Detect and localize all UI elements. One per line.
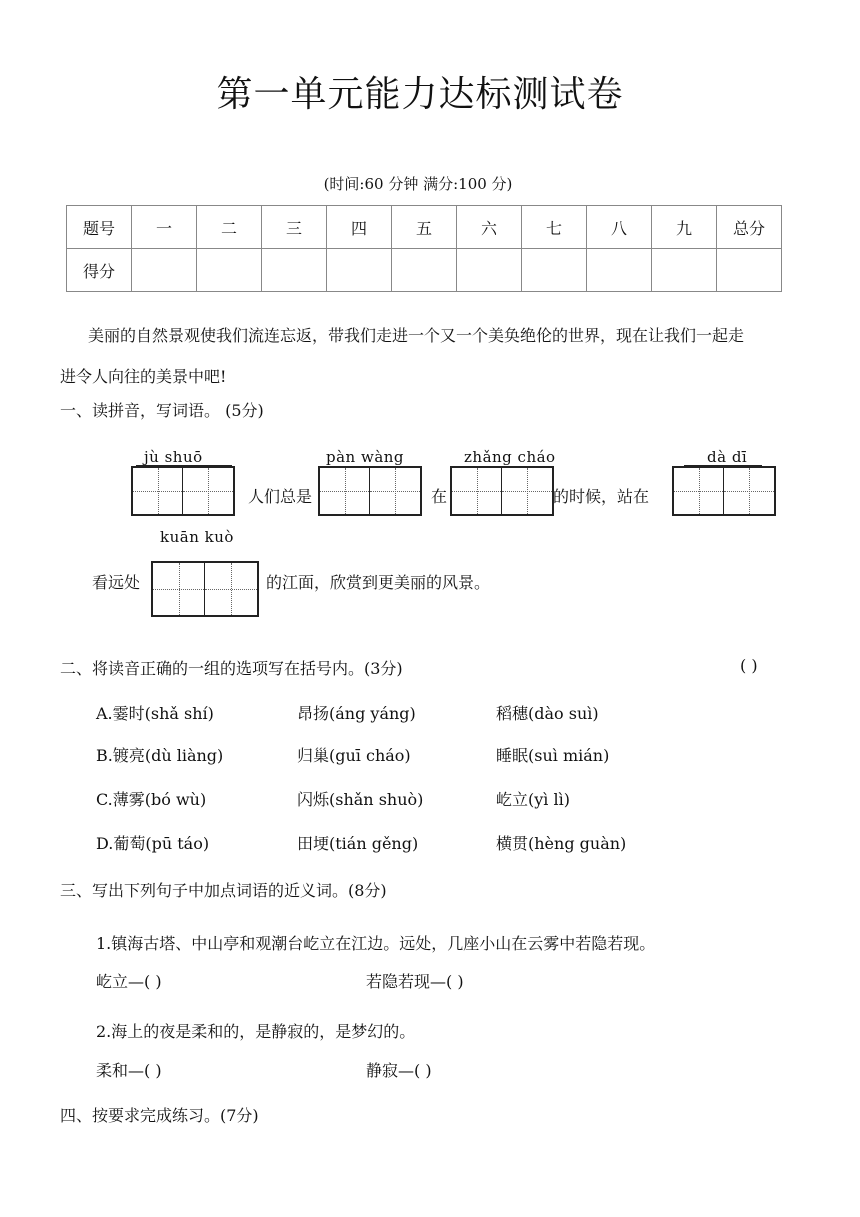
header-cell: 五 (392, 206, 457, 249)
q2-option-a-3: 稻穗(dào suì) (496, 704, 599, 723)
q2-option-b-2: 归巢(guī cháo) (297, 746, 411, 765)
intro-line-2: 进令人向往的美景中吧! (60, 367, 227, 386)
q3-heading: 三、写出下列句子中加点词语的近义词。(8分) (60, 881, 387, 900)
score-table (66, 205, 782, 292)
score-cell[interactable] (197, 249, 262, 292)
q2-option-c-2: 闪烁(shǎn shuò) (297, 790, 424, 809)
q1-text-5: 的江面，欣赏到更美丽的风景。 (266, 573, 491, 592)
q3-answer-1a[interactable]: 屹立—( ) (96, 972, 162, 991)
q1-text-3: 的时候，站在 (553, 487, 650, 506)
q2-answer-bracket[interactable]: ( ) (740, 656, 758, 675)
q1-heading: 一、读拼音，写词语。 (5分) (60, 401, 264, 420)
page-title: 第一单元能力达标测试卷 (216, 74, 624, 115)
score-cell[interactable] (392, 249, 457, 292)
header-cell: 七 (522, 206, 587, 249)
q2-option-b-3: 睡眠(suì mián) (496, 746, 610, 765)
header-cell: 一 (132, 206, 197, 249)
q2-option-a-2: 昂扬(áng yáng) (297, 704, 416, 723)
q3-sentence-2: 2.海上的夜是柔和的，是静寂的，是梦幻的。 (96, 1022, 416, 1041)
q2-option-d: D.葡萄(pū táo) (96, 834, 210, 853)
q2-option-a: A.霎时(shǎ shí) (96, 704, 214, 723)
header-cell: 九 (652, 206, 717, 249)
score-row-label: 得分 (67, 249, 132, 292)
answer-box-3[interactable] (450, 466, 554, 516)
answer-box-4[interactable] (672, 466, 776, 516)
q2-option-c: C.薄雾(bó wù) (96, 790, 207, 809)
score-cell[interactable] (327, 249, 392, 292)
q1-text-4: 看远处 (92, 573, 141, 592)
answer-box-2[interactable] (318, 466, 422, 516)
q2-option-d-2: 田埂(tián gěng) (297, 834, 419, 853)
exam-info: (时间:60 分钟 满分:100 分) (323, 175, 513, 193)
pinyin-4: dà dī (707, 448, 748, 466)
q2-option-d-3: 横贯(hèng guàn) (496, 834, 627, 853)
header-cell: 二 (197, 206, 262, 249)
score-cell[interactable] (522, 249, 587, 292)
header-cell: 总分 (717, 206, 782, 249)
score-table-header-row (67, 206, 782, 249)
score-cell[interactable] (132, 249, 197, 292)
score-table-score-row (67, 249, 782, 292)
score-cell[interactable] (587, 249, 652, 292)
pinyin-5: kuān kuò (160, 528, 234, 546)
header-cell: 题号 (67, 206, 132, 249)
pinyin-2: pàn wàng (326, 448, 405, 466)
pinyin-3: zhǎng cháo (464, 448, 556, 466)
q2-heading: 二、将读音正确的一组的选项写在括号内。(3分) (60, 659, 403, 678)
intro-line-1: 美丽的自然景观使我们流连忘返，带我们走进一个又一个美奂绝伦的世界，现在让我们一起走 (88, 326, 745, 345)
q3-answer-1b[interactable]: 若隐若现—( ) (366, 972, 464, 991)
q1-text-1: 人们总是 (248, 487, 313, 506)
header-cell: 四 (327, 206, 392, 249)
pinyin-1: jù shuō (144, 448, 203, 466)
answer-box-5[interactable] (151, 561, 259, 617)
q3-answer-2a[interactable]: 柔和—( ) (96, 1061, 162, 1080)
header-cell: 六 (457, 206, 522, 249)
score-cell[interactable] (262, 249, 327, 292)
score-cell[interactable] (652, 249, 717, 292)
header-cell: 三 (262, 206, 327, 249)
header-cell: 八 (587, 206, 652, 249)
q3-answer-2b[interactable]: 静寂—( ) (366, 1061, 432, 1080)
q2-option-c-3: 屹立(yì lì) (496, 790, 570, 809)
q1-text-2: 在 (431, 487, 448, 506)
score-cell[interactable] (457, 249, 522, 292)
q3-sentence-1: 1.镇海古塔、中山亭和观潮台屹立在江边。远处，几座小山在云雾中若隐若现。 (96, 934, 656, 953)
score-cell[interactable] (717, 249, 782, 292)
q2-option-b: B.镀亮(dù liàng) (96, 746, 224, 765)
q4-heading: 四、按要求完成练习。(7分) (60, 1106, 259, 1125)
answer-box-1[interactable] (131, 466, 235, 516)
